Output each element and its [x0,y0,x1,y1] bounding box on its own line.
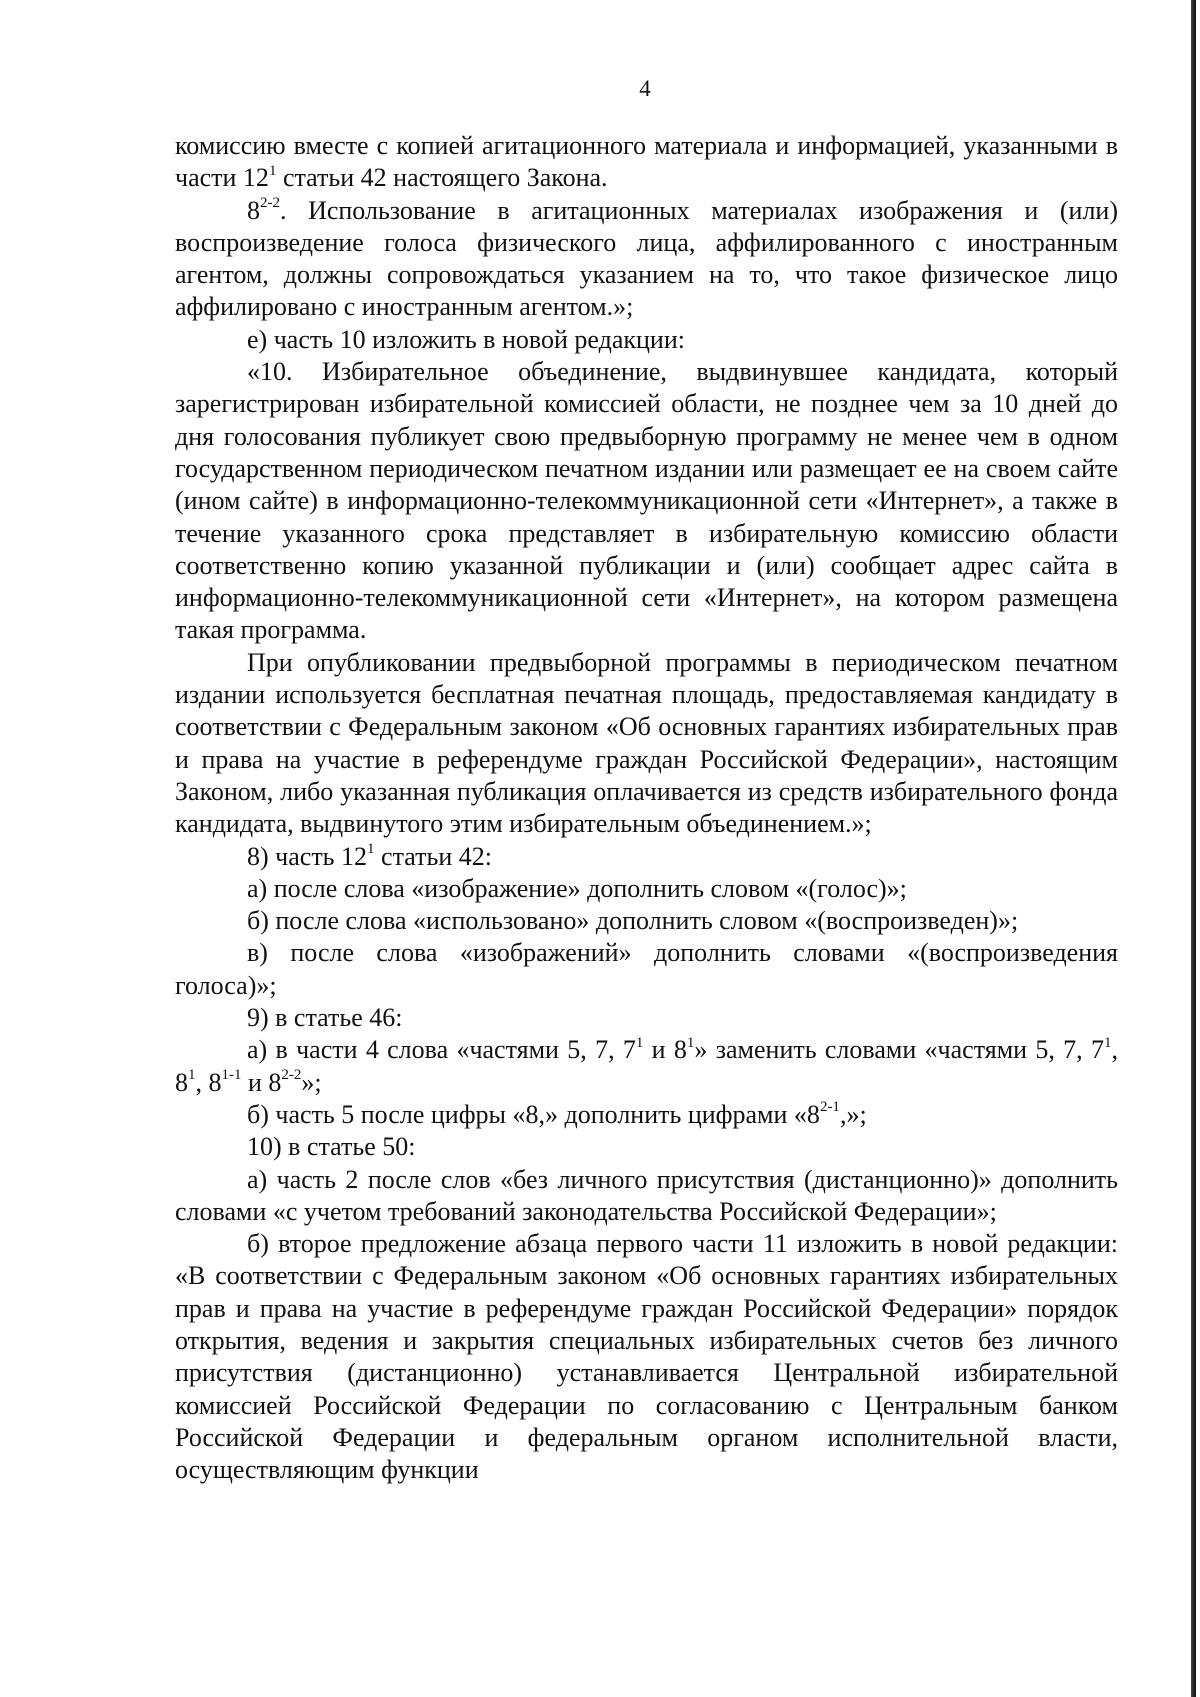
paragraph-p8 [175,905,1118,937]
text-run: е) часть 10 изложить в новой редакции: [247,324,685,354]
superscript: 1 [686,1034,695,1051]
paragraph-p15 [175,1228,1118,1486]
text-run: При опубликовании предвыборной программы в периодическом печатном издании используется бесплатная печатная площадь, предоставляемая кандидату в соответствии с Федеральным законом «Об основных гарантиях избирательных прав и права на участие в референдуме граждан Российской Федерации», настоящим Законом, либо указанная публикация оплачивается из средств избирательного фонда кандидата, выдвинутого этим избирательным объединением.»; [175,647,1118,839]
text-run: б) после слова «использовано» дополнить словом «(воспроизведен)»; [247,906,1019,936]
text-run: 8 [247,195,260,225]
text-run: »; [301,1067,322,1097]
paragraph-p3 [175,324,1118,356]
text-run: , 8 [175,1035,1118,1097]
text-run: и 8 [241,1067,282,1097]
text-run: статьи 42 настоящего Закона. [276,163,608,193]
paragraph-p7 [175,873,1118,905]
scan-edge [1191,0,1196,1697]
text-run: б) второе предложение абзаца первого части 11 изложить в новой редакции: «В соответствии с Федеральным законом «Об основных гарантиях избирательных прав и права на участие в референдуме граждан Российской Федерации» порядок открытия, ведения и закрытия специальных избирательных счетов без личного присутствия (дистанционно) устанавливается Центральной избирательной комиссией Российской Федерации по согласованию с Центральным банком Российской Федерации и федеральным органом исполнительной власти, осуществляющим функции [175,1229,1118,1485]
text-run: , 8 [195,1067,222,1097]
superscript: 2-2 [260,194,280,211]
text-run: «10. Избирательное объединение, выдвинувшее кандидата, который зарегистрирован избирательной комиссией области, не позднее чем за 10 дней до дня голосования публикует свою предвыборную программу не менее чем в одном государственном периодическом печатном издании или размещает ее на своем сайте (ином сайте) в информационно-телекоммуникационной сети «Интернет», а также в течение указанного срока представляет в избирательную комиссию области соответственно копию указанной публикации и (или) сообщает адрес сайта в информационно-телекоммуникационной сети «Интернет», на котором размещена такая программа. [175,357,1118,645]
superscript: 1 [1104,1034,1112,1051]
paragraph-p13 [175,1131,1118,1163]
text-run: б) часть 5 после цифры «8,» дополнить цифрами «8 [247,1099,820,1129]
superscript: 2-2 [281,1066,302,1083]
superscript: 1 [635,1034,644,1051]
paragraph-p5 [175,647,1118,841]
text-run: ,»; [839,1099,867,1129]
text-run: . Использование в агитационных материалах изображения и (или) воспроизведение голоса физического лица, аффилированного с иностранным агентом, должны сопровождаться указанием на то, что такое физическое лицо аффилировано с иностранным агентом.»; [175,195,1118,322]
paragraph-p12 [175,1099,1118,1131]
text-run: 9) в статье 46: [247,1003,403,1033]
superscript: 1-1 [221,1066,242,1083]
text-run: и 8 [643,1035,687,1065]
superscript: 1 [367,840,375,857]
text-run: а) после слова «изображение» дополнить словом «(голос)»; [247,873,907,903]
text-run: комиссию вместе с копией агитационного материала и информацией, указанными в части 12 [175,131,1118,193]
paragraph-p9 [175,937,1118,1002]
paragraph-p4 [175,356,1118,647]
paragraph-p1 [175,130,1118,195]
text-run: статьи 42: [374,841,492,871]
text-run: 8) часть 12 [247,841,368,871]
text-run: а) в части 4 слова «частями 5, 7, 7 [247,1035,636,1065]
text-run: а) часть 2 после слов «без личного присутствия (дистанционно)» дополнить словами «с учетом требований законодательства Российской Федерации»; [175,1164,1118,1226]
paragraph-p14 [175,1164,1118,1229]
superscript: 2-1 [819,1099,840,1116]
superscript: 1 [268,162,277,179]
page-number: 4 [639,76,651,101]
text-run: 10) в статье 50: [247,1132,416,1162]
document-body [175,130,1118,1486]
paragraph-p2 [175,195,1118,324]
paragraph-p11 [175,1034,1118,1099]
superscript: 1 [188,1066,196,1083]
paragraph-p10 [175,1002,1118,1034]
text-run: » заменить словами «частями 5, 7, 7 [694,1035,1104,1065]
text-run: в) после слова «изображений» дополнить словами «(воспроизведения голоса)»; [175,938,1118,1000]
paragraph-p6 [175,841,1118,873]
